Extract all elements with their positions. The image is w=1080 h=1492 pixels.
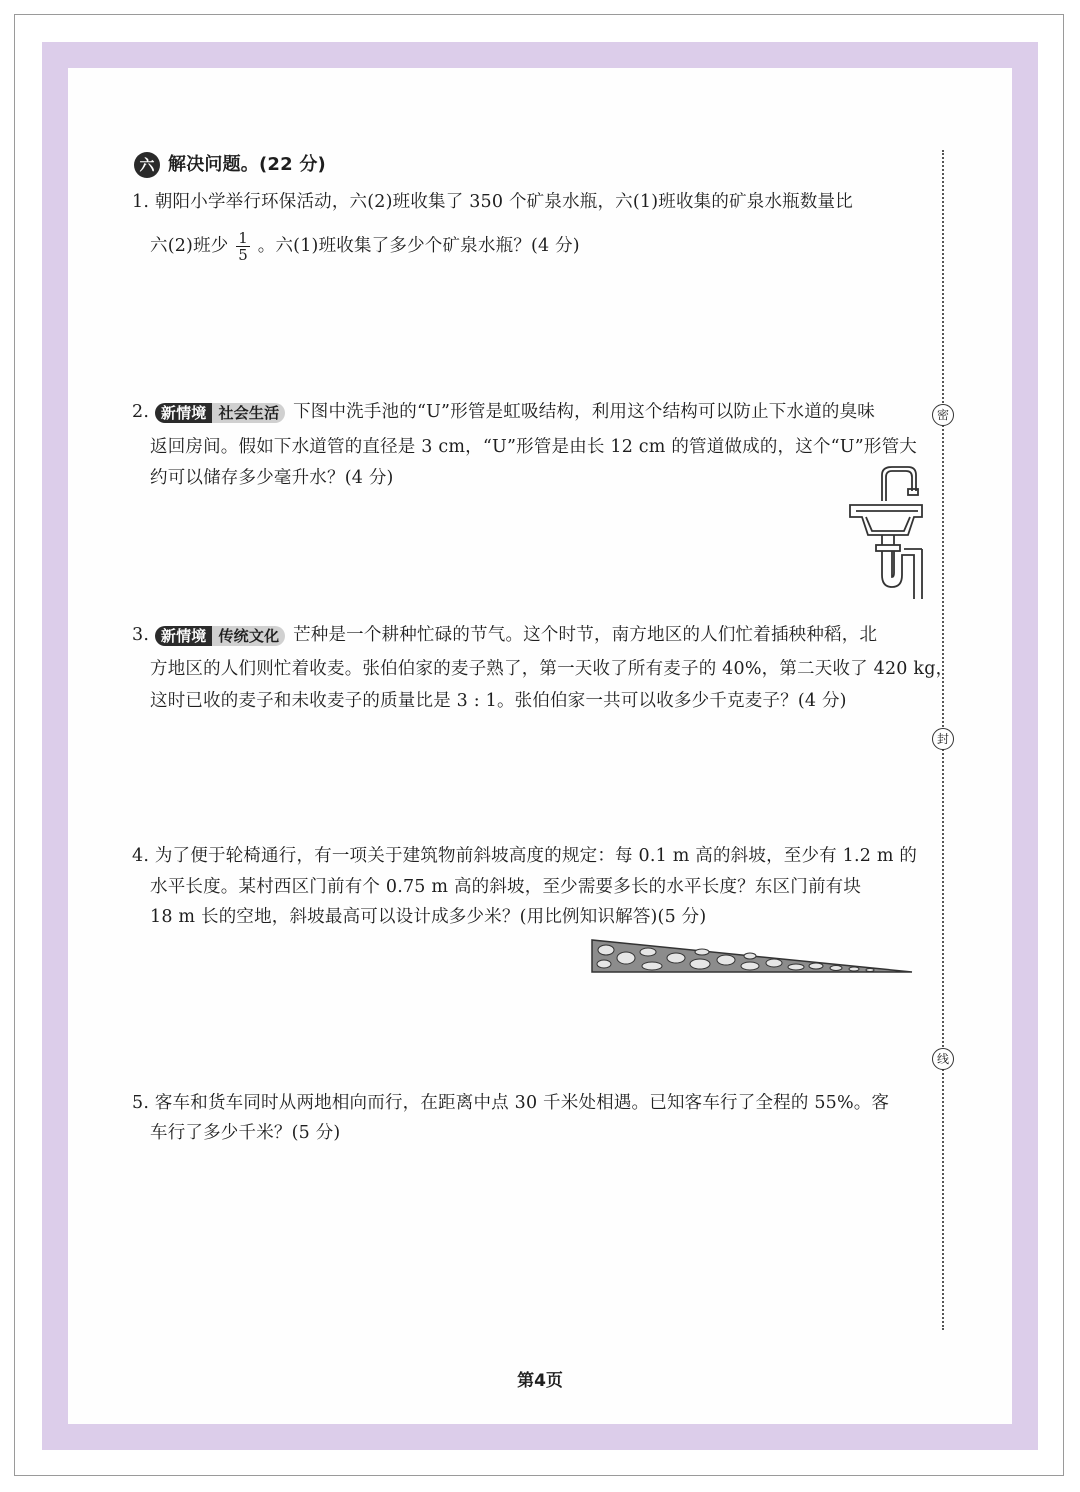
- sink-u-pipe-illustration: [842, 465, 926, 599]
- traditional-culture-tag: 传统文化: [212, 626, 285, 646]
- q5-line1: 5. 客车和货车同时从两地相向而行，在距离中点 30 千米处相遇。已知客车行了全程的 55%。客: [132, 1093, 890, 1113]
- new-context-tag: 新情境: [155, 403, 213, 423]
- q1-line2-post: 。六(1)班收集了多少个矿泉水瓶？(4 分): [257, 236, 580, 256]
- q2-line3: 约可以储存多少毫升水？(4 分): [150, 468, 394, 488]
- page-number: 第4页: [517, 1371, 563, 1391]
- binding-mark-close: 封: [932, 728, 954, 750]
- q3-line1: [132, 624, 877, 646]
- q4-line2: 水平长度。某村西区门前有个 0.75 m 高的斜坡，至少需要多长的水平长度？东区门前有块: [150, 877, 862, 897]
- q2-line2: 返回房间。假如下水道管的直径是 3 cm，“U”形管是由长 12 cm 的管道做成的，这个“U”形管大: [150, 437, 917, 457]
- new-context-tag: 新情境: [155, 626, 213, 646]
- section-title: 解决问题。(22 分): [168, 154, 326, 175]
- q2-line1: [132, 401, 875, 423]
- q2-number: 2.: [132, 402, 150, 422]
- ramp-illustration: [590, 938, 916, 974]
- q1-line1: 1. 朝阳小学举行环保活动，六(2)班收集了 350 个矿泉水瓶，六(1)班收集的矿泉水瓶数量比: [132, 192, 853, 212]
- fraction-denominator: 5: [238, 246, 249, 264]
- q3-line3: 这时已收的麦子和未收麦子的质量比是 3 : 1。张伯伯家一共可以收多少千克麦子？(4 分): [150, 691, 847, 711]
- q4-line1: 4. 为了便于轮椅通行，有一项关于建筑物前斜坡高度的规定：每 0.1 m 高的斜坡，至少有 1.2 m 的: [132, 846, 918, 866]
- q3-tag: [155, 626, 285, 646]
- binding-mark-seal: 密: [932, 404, 954, 426]
- section-number-badge: 六: [134, 152, 160, 178]
- q4-line3: 18 m 长的空地，斜坡最高可以设计成多少米？(用比例知识解答)(5 分): [150, 907, 707, 927]
- q3-line2: 方地区的人们则忙着收麦。张伯伯家的麦子熟了，第一天收了所有麦子的 40%，第二天收了 420 kg，: [150, 659, 954, 679]
- q2-text-line1: 下图中洗手池的“U”形管是虹吸结构，利用这个结构可以防止下水道的臭味: [293, 402, 876, 422]
- fraction-numerator: 1: [238, 229, 249, 247]
- binding-mark-line: 线: [932, 1048, 954, 1070]
- q3-text-line1: 芒种是一个耕种忙碌的节气。这个时节，南方地区的人们忙着插秧种稻，北: [293, 625, 878, 645]
- q5-line2: 车行了多少千米？(5 分): [150, 1123, 341, 1143]
- q1-line2-pre: 六(2)班少: [150, 236, 229, 256]
- q1-line2: [150, 229, 580, 263]
- fraction-one-fifth: [236, 230, 250, 263]
- q2-tag: [155, 403, 285, 423]
- social-life-tag: 社会生活: [212, 403, 285, 423]
- paper-sheet: [68, 68, 1012, 1424]
- q3-number: 3.: [132, 625, 150, 645]
